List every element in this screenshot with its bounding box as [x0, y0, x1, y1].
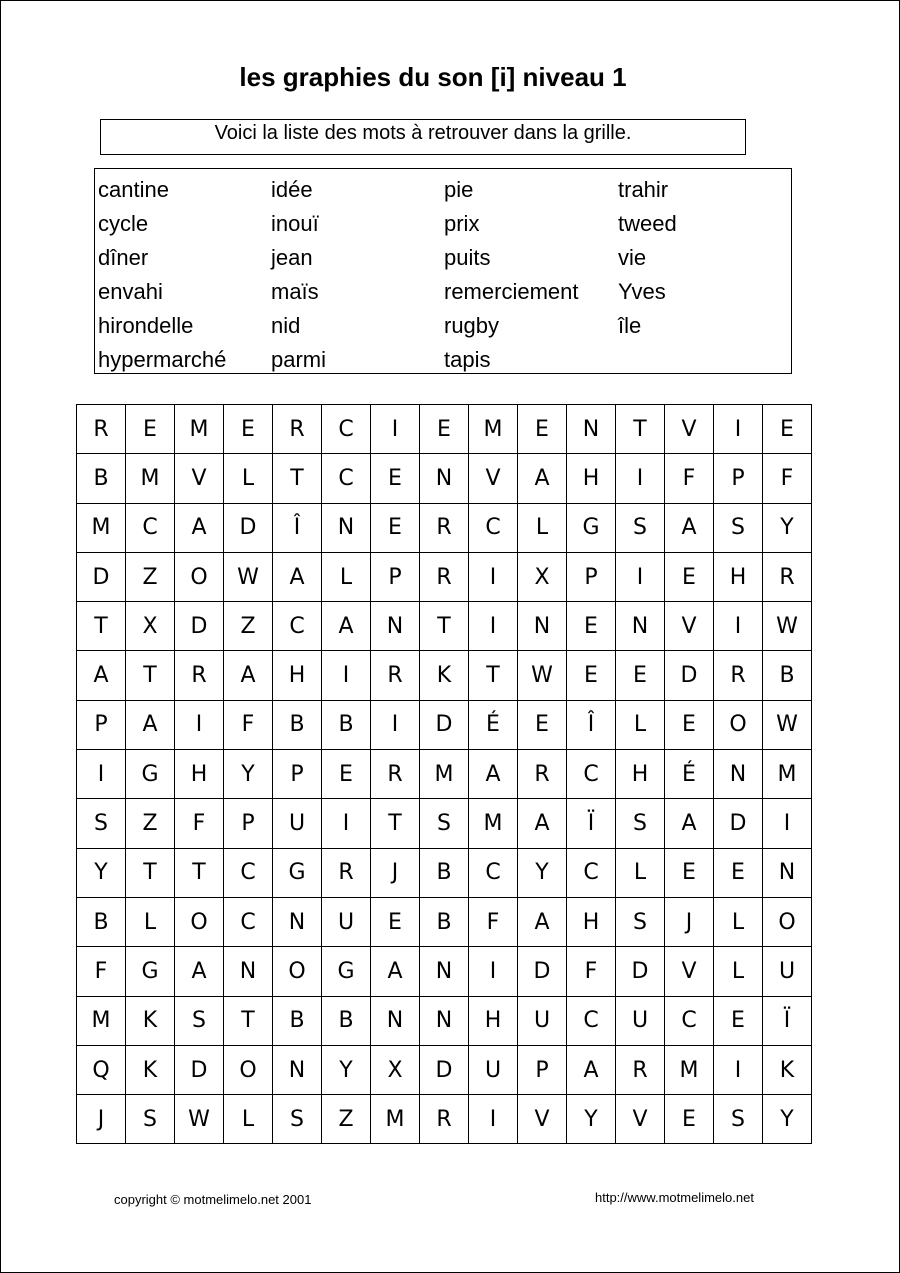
grid-cell[interactable]: R: [371, 651, 420, 700]
grid-cell[interactable]: F: [763, 454, 812, 503]
grid-cell[interactable]: E: [322, 750, 371, 799]
grid-cell[interactable]: W: [763, 602, 812, 651]
word-item: cantine: [98, 177, 169, 202]
grid-cell[interactable]: S: [714, 503, 763, 552]
grid-cell[interactable]: F: [567, 947, 616, 996]
grid-cell[interactable]: F: [224, 700, 273, 749]
grid-cell[interactable]: N: [371, 602, 420, 651]
word-column: [618, 173, 677, 343]
grid-cell[interactable]: U: [469, 1045, 518, 1094]
grid-cell[interactable]: A: [567, 1045, 616, 1094]
grid-cell[interactable]: O: [224, 1045, 273, 1094]
word-item: vie: [618, 245, 647, 270]
grid-cell[interactable]: G: [273, 848, 322, 897]
grid-row: [77, 454, 812, 503]
grid-cell[interactable]: N: [518, 602, 567, 651]
grid-cell[interactable]: B: [273, 996, 322, 1045]
grid-cell[interactable]: G: [322, 947, 371, 996]
grid-cell[interactable]: R: [371, 750, 420, 799]
grid-cell[interactable]: S: [616, 897, 665, 946]
grid-cell[interactable]: R: [77, 405, 126, 454]
grid-cell[interactable]: M: [77, 503, 126, 552]
grid-cell[interactable]: R: [322, 848, 371, 897]
grid-cell[interactable]: M: [420, 750, 469, 799]
grid-cell[interactable]: C: [567, 848, 616, 897]
grid-cell[interactable]: W: [175, 1095, 224, 1144]
grid-cell[interactable]: P: [273, 750, 322, 799]
grid-cell[interactable]: I: [322, 651, 371, 700]
grid-cell[interactable]: N: [420, 947, 469, 996]
word-item: hirondelle: [98, 313, 194, 338]
grid-row: [77, 602, 812, 651]
grid-cell[interactable]: H: [567, 454, 616, 503]
word-item: tapis: [444, 347, 491, 372]
grid-cell[interactable]: S: [714, 1095, 763, 1144]
grid-cell[interactable]: M: [175, 405, 224, 454]
word-item: île: [618, 313, 642, 338]
grid-cell[interactable]: S: [616, 503, 665, 552]
grid-cell[interactable]: R: [420, 503, 469, 552]
grid-cell[interactable]: T: [175, 848, 224, 897]
grid-cell[interactable]: T: [273, 454, 322, 503]
word-item: Yves: [618, 279, 666, 304]
grid-cell[interactable]: N: [420, 996, 469, 1045]
grid-cell[interactable]: L: [616, 700, 665, 749]
grid-cell[interactable]: U: [616, 996, 665, 1045]
grid-cell[interactable]: Y: [763, 503, 812, 552]
grid-cell[interactable]: D: [665, 651, 714, 700]
word-search-grid: [76, 404, 812, 1144]
grid-cell[interactable]: D: [224, 503, 273, 552]
grid-row: [77, 552, 812, 601]
grid-row: [77, 848, 812, 897]
grid-cell[interactable]: C: [224, 897, 273, 946]
grid-cell[interactable]: L: [126, 897, 175, 946]
grid-cell[interactable]: A: [469, 750, 518, 799]
grid-cell[interactable]: X: [518, 552, 567, 601]
grid-cell[interactable]: P: [518, 1045, 567, 1094]
grid-cell[interactable]: S: [616, 799, 665, 848]
grid-cell[interactable]: Z: [126, 552, 175, 601]
grid-cell[interactable]: N: [273, 1045, 322, 1094]
grid-cell[interactable]: V: [175, 454, 224, 503]
grid-cell[interactable]: I: [322, 799, 371, 848]
grid-cell[interactable]: A: [126, 700, 175, 749]
grid-cell[interactable]: P: [567, 552, 616, 601]
grid-cell[interactable]: A: [665, 503, 714, 552]
grid-cell[interactable]: S: [77, 799, 126, 848]
grid-cell[interactable]: I: [77, 750, 126, 799]
grid-cell[interactable]: C: [665, 996, 714, 1045]
grid-cell[interactable]: H: [616, 750, 665, 799]
grid-cell[interactable]: B: [77, 454, 126, 503]
word-list: [94, 168, 792, 374]
grid-cell[interactable]: E: [371, 897, 420, 946]
grid-cell[interactable]: T: [126, 848, 175, 897]
grid-cell[interactable]: L: [714, 897, 763, 946]
grid-cell[interactable]: B: [420, 848, 469, 897]
grid-cell[interactable]: I: [616, 454, 665, 503]
grid-row: [77, 1045, 812, 1094]
grid-row: [77, 700, 812, 749]
grid-cell[interactable]: Y: [224, 750, 273, 799]
grid-cell[interactable]: C: [322, 405, 371, 454]
grid-cell[interactable]: C: [126, 503, 175, 552]
grid-cell[interactable]: C: [322, 454, 371, 503]
grid-cell[interactable]: Y: [567, 1095, 616, 1144]
grid-cell[interactable]: Ï: [763, 996, 812, 1045]
grid-cell[interactable]: F: [175, 799, 224, 848]
grid-cell[interactable]: P: [77, 700, 126, 749]
grid-cell[interactable]: B: [322, 700, 371, 749]
grid-cell[interactable]: E: [224, 405, 273, 454]
grid-cell[interactable]: D: [420, 1045, 469, 1094]
grid-cell[interactable]: J: [77, 1095, 126, 1144]
grid-cell[interactable]: E: [714, 848, 763, 897]
grid-cell[interactable]: E: [714, 996, 763, 1045]
grid-cell[interactable]: M: [665, 1045, 714, 1094]
grid-cell[interactable]: N: [763, 848, 812, 897]
grid-row: [77, 897, 812, 946]
grid-cell[interactable]: O: [763, 897, 812, 946]
site-url: http://www.motmelimelo.net: [595, 1190, 754, 1205]
word-column: [271, 173, 326, 377]
grid-cell[interactable]: N: [273, 897, 322, 946]
grid-cell[interactable]: E: [763, 405, 812, 454]
grid-cell[interactable]: S: [420, 799, 469, 848]
grid-cell[interactable]: R: [616, 1045, 665, 1094]
grid-cell[interactable]: B: [77, 897, 126, 946]
grid-cell[interactable]: T: [469, 651, 518, 700]
grid-cell[interactable]: D: [714, 799, 763, 848]
grid-cell[interactable]: E: [665, 552, 714, 601]
grid-cell[interactable]: B: [273, 700, 322, 749]
grid-row: [77, 1095, 812, 1144]
grid-cell[interactable]: Y: [77, 848, 126, 897]
grid-cell[interactable]: M: [77, 996, 126, 1045]
grid-cell[interactable]: Ï: [567, 799, 616, 848]
grid-cell[interactable]: M: [371, 1095, 420, 1144]
grid-cell[interactable]: E: [420, 405, 469, 454]
word-item: jean: [271, 245, 313, 270]
grid-cell[interactable]: N: [224, 947, 273, 996]
grid-cell[interactable]: K: [126, 1045, 175, 1094]
word-item: cycle: [98, 211, 149, 236]
grid-row: [77, 947, 812, 996]
grid-cell[interactable]: C: [469, 848, 518, 897]
grid-cell[interactable]: R: [518, 750, 567, 799]
grid-cell[interactable]: A: [322, 602, 371, 651]
grid-cell[interactable]: D: [175, 602, 224, 651]
grid-cell[interactable]: P: [714, 454, 763, 503]
grid-row: [77, 405, 812, 454]
grid-cell[interactable]: R: [420, 1095, 469, 1144]
word-item: parmi: [271, 347, 327, 372]
grid-cell[interactable]: V: [518, 1095, 567, 1144]
grid-cell[interactable]: T: [77, 602, 126, 651]
grid-cell[interactable]: D: [77, 552, 126, 601]
grid-cell[interactable]: Î: [567, 700, 616, 749]
grid-cell[interactable]: T: [126, 651, 175, 700]
grid-cell[interactable]: F: [665, 454, 714, 503]
grid-cell[interactable]: A: [224, 651, 273, 700]
word-item: prix: [444, 211, 480, 236]
grid-cell[interactable]: N: [567, 405, 616, 454]
grid-cell[interactable]: H: [175, 750, 224, 799]
grid-cell[interactable]: N: [322, 503, 371, 552]
grid-cell[interactable]: X: [126, 602, 175, 651]
grid-cell[interactable]: D: [518, 947, 567, 996]
grid-row: [77, 799, 812, 848]
grid-cell[interactable]: E: [567, 651, 616, 700]
word-item: trahir: [618, 177, 669, 202]
grid-cell[interactable]: V: [665, 405, 714, 454]
grid-cell[interactable]: B: [322, 996, 371, 1045]
grid-cell[interactable]: K: [763, 1045, 812, 1094]
grid-cell[interactable]: Z: [322, 1095, 371, 1144]
grid-cell[interactable]: Y: [763, 1095, 812, 1144]
grid-cell[interactable]: H: [567, 897, 616, 946]
grid-cell[interactable]: N: [616, 602, 665, 651]
word-item: nid: [271, 313, 301, 338]
grid-cell[interactable]: T: [224, 996, 273, 1045]
grid-cell[interactable]: A: [665, 799, 714, 848]
grid-row: [77, 996, 812, 1045]
grid-cell[interactable]: W: [224, 552, 273, 601]
word-item: inouï: [271, 211, 319, 236]
grid-cell[interactable]: V: [616, 1095, 665, 1144]
grid-cell[interactable]: Q: [77, 1045, 126, 1094]
grid-cell[interactable]: R: [175, 651, 224, 700]
grid-cell[interactable]: K: [126, 996, 175, 1045]
grid-cell[interactable]: L: [224, 1095, 273, 1144]
grid-row: [77, 651, 812, 700]
grid-cell[interactable]: T: [420, 602, 469, 651]
grid-cell[interactable]: T: [616, 405, 665, 454]
grid-cell[interactable]: C: [567, 750, 616, 799]
grid-cell[interactable]: I: [371, 405, 420, 454]
grid-cell[interactable]: K: [420, 651, 469, 700]
grid-cell[interactable]: S: [273, 1095, 322, 1144]
grid-cell[interactable]: E: [665, 1095, 714, 1144]
grid-cell[interactable]: I: [469, 947, 518, 996]
grid-cell[interactable]: I: [763, 799, 812, 848]
word-column: [444, 173, 578, 377]
grid-cell[interactable]: V: [665, 947, 714, 996]
grid-cell[interactable]: H: [273, 651, 322, 700]
grid-cell[interactable]: U: [763, 947, 812, 996]
grid-cell[interactable]: G: [126, 750, 175, 799]
grid-cell[interactable]: N: [714, 750, 763, 799]
grid-cell[interactable]: O: [714, 700, 763, 749]
grid-cell[interactable]: I: [469, 602, 518, 651]
grid-cell[interactable]: A: [518, 799, 567, 848]
grid-cell[interactable]: L: [224, 454, 273, 503]
grid-cell[interactable]: R: [420, 552, 469, 601]
grid-cell[interactable]: Î: [273, 503, 322, 552]
grid-cell[interactable]: I: [714, 405, 763, 454]
grid-cell[interactable]: R: [273, 405, 322, 454]
grid-row: [77, 503, 812, 552]
grid-cell[interactable]: C: [224, 848, 273, 897]
grid-cell[interactable]: A: [175, 947, 224, 996]
word-item: envahi: [98, 279, 163, 304]
grid-cell[interactable]: E: [616, 651, 665, 700]
grid-cell[interactable]: V: [469, 454, 518, 503]
word-item: pie: [444, 177, 474, 202]
grid-cell[interactable]: A: [77, 651, 126, 700]
grid-cell[interactable]: N: [420, 454, 469, 503]
copyright-notice: copyright © motmelimelo.net 2001: [114, 1192, 312, 1207]
grid-cell[interactable]: H: [469, 996, 518, 1045]
grid-cell[interactable]: E: [665, 848, 714, 897]
grid-cell[interactable]: M: [469, 405, 518, 454]
grid-cell[interactable]: R: [714, 651, 763, 700]
grid-cell[interactable]: E: [567, 602, 616, 651]
grid-cell[interactable]: A: [518, 897, 567, 946]
grid-cell[interactable]: W: [763, 700, 812, 749]
grid-cell[interactable]: P: [371, 552, 420, 601]
grid-cell[interactable]: E: [518, 405, 567, 454]
grid-cell[interactable]: B: [763, 651, 812, 700]
grid-cell[interactable]: U: [273, 799, 322, 848]
grid-cell[interactable]: F: [77, 947, 126, 996]
grid-cell[interactable]: O: [175, 552, 224, 601]
grid-cell[interactable]: I: [371, 700, 420, 749]
grid-cell[interactable]: E: [665, 700, 714, 749]
grid-cell[interactable]: D: [616, 947, 665, 996]
grid-cell[interactable]: U: [322, 897, 371, 946]
grid-cell[interactable]: A: [273, 552, 322, 601]
word-item: tweed: [618, 211, 677, 236]
grid-cell[interactable]: P: [224, 799, 273, 848]
grid-cell[interactable]: C: [469, 503, 518, 552]
grid-cell[interactable]: A: [175, 503, 224, 552]
grid-cell[interactable]: O: [273, 947, 322, 996]
grid-cell[interactable]: S: [175, 996, 224, 1045]
grid-cell[interactable]: F: [469, 897, 518, 946]
grid-cell[interactable]: M: [126, 454, 175, 503]
grid-cell[interactable]: I: [175, 700, 224, 749]
grid-cell[interactable]: M: [469, 799, 518, 848]
grid-cell[interactable]: L: [518, 503, 567, 552]
grid-cell[interactable]: O: [175, 897, 224, 946]
page-title: les graphies du son [i] niveau 1: [239, 62, 627, 92]
word-item: rugby: [444, 313, 500, 338]
word-item: hypermarché: [98, 347, 227, 372]
grid-cell[interactable]: I: [469, 1095, 518, 1144]
grid-cell[interactable]: N: [371, 996, 420, 1045]
grid-cell[interactable]: Z: [224, 602, 273, 651]
grid-row: [77, 750, 812, 799]
instructions-box: Voici la liste des mots à retrouver dans la grille.: [100, 119, 746, 155]
grid-cell[interactable]: H: [714, 552, 763, 601]
grid-cell[interactable]: R: [763, 552, 812, 601]
word-item: dîner: [98, 245, 149, 270]
grid-cell[interactable]: Y: [322, 1045, 371, 1094]
grid-cell[interactable]: D: [420, 700, 469, 749]
grid-cell[interactable]: I: [469, 552, 518, 601]
grid-cell[interactable]: G: [567, 503, 616, 552]
grid-cell[interactable]: T: [371, 799, 420, 848]
word-item: maïs: [271, 279, 319, 304]
grid-cell[interactable]: I: [714, 602, 763, 651]
grid-cell[interactable]: E: [371, 454, 420, 503]
grid-cell[interactable]: J: [371, 848, 420, 897]
grid-cell[interactable]: E: [518, 700, 567, 749]
grid-cell[interactable]: E: [371, 503, 420, 552]
grid-cell[interactable]: C: [567, 996, 616, 1045]
grid-cell[interactable]: L: [616, 848, 665, 897]
grid-cell[interactable]: É: [665, 750, 714, 799]
grid-cell[interactable]: S: [126, 1095, 175, 1144]
grid-cell[interactable]: I: [616, 552, 665, 601]
grid-cell[interactable]: E: [126, 405, 175, 454]
grid-cell[interactable]: Z: [126, 799, 175, 848]
word-item: remerciement: [444, 279, 579, 304]
grid-cell[interactable]: X: [371, 1045, 420, 1094]
grid-cell[interactable]: G: [126, 947, 175, 996]
grid-cell[interactable]: L: [322, 552, 371, 601]
word-column: [98, 173, 226, 377]
grid-cell[interactable]: D: [175, 1045, 224, 1094]
grid-cell[interactable]: U: [518, 996, 567, 1045]
grid-cell[interactable]: A: [518, 454, 567, 503]
grid-cell[interactable]: A: [371, 947, 420, 996]
grid-cell[interactable]: É: [469, 700, 518, 749]
word-item: puits: [444, 245, 491, 270]
grid-cell[interactable]: I: [714, 1045, 763, 1094]
grid-cell[interactable]: M: [763, 750, 812, 799]
grid-cell[interactable]: B: [420, 897, 469, 946]
grid-cell[interactable]: V: [665, 602, 714, 651]
grid-cell[interactable]: Y: [518, 848, 567, 897]
word-item: idée: [271, 177, 313, 202]
grid-cell[interactable]: W: [518, 651, 567, 700]
grid-cell[interactable]: J: [665, 897, 714, 946]
grid-cell[interactable]: C: [273, 602, 322, 651]
grid-cell[interactable]: L: [714, 947, 763, 996]
